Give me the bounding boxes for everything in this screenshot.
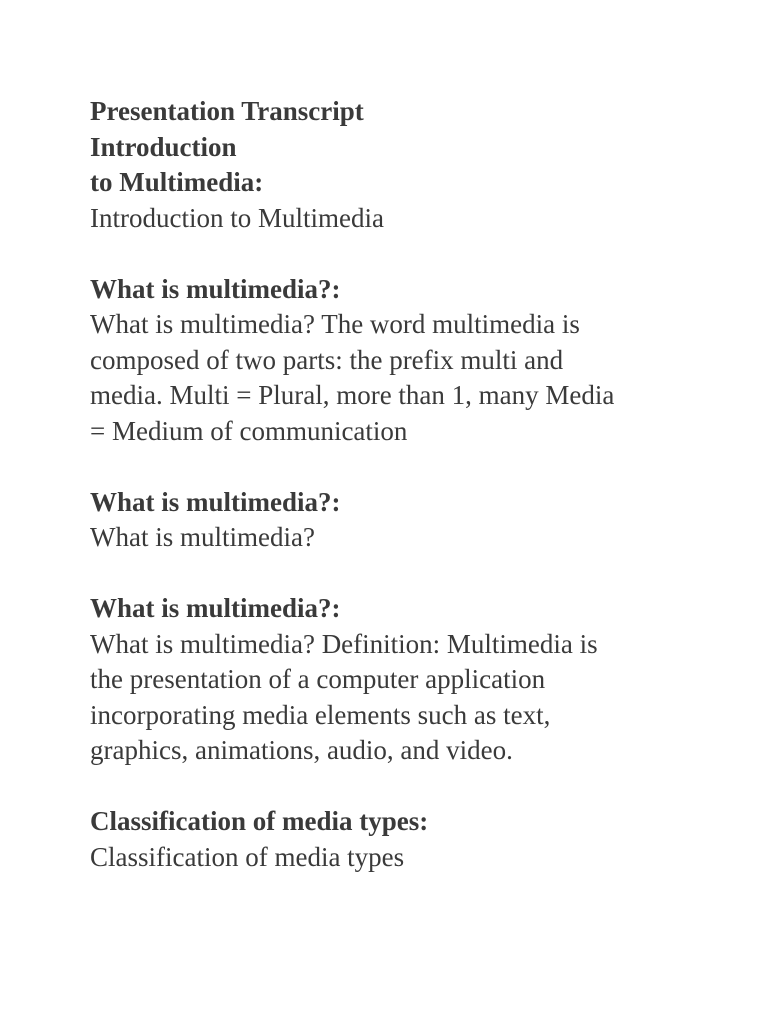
section-heading: What is multimedia?: [90, 273, 341, 304]
spacer [90, 556, 730, 592]
section-body-line: Classification of media types [90, 841, 405, 872]
section-body-line: media. Multi = Plural, more than 1, many Media [90, 380, 615, 410]
section-body-line: What is multimedia? The word multimedia is [90, 309, 580, 339]
spacer [90, 769, 730, 805]
section-classification [90, 804, 730, 875]
spacer [90, 236, 730, 272]
section-body-line: What is multimedia? Definition: Multimedia is [90, 628, 598, 659]
section-body-line: What is multimedia? [90, 522, 315, 552]
transcript-page [90, 94, 730, 875]
section-body-line: the presentation of a computer application [90, 664, 546, 694]
section-what-is-multimedia-3 [90, 591, 730, 769]
section-heading: What is multimedia?: [90, 593, 341, 623]
section-what-is-multimedia-1 [90, 272, 730, 450]
section-body-line: incorporating media elements such as text, [90, 699, 551, 730]
section-body-line: composed of two parts: the prefix multi and [90, 344, 564, 375]
title-line: to Multimedia: [90, 167, 264, 197]
section-heading: What is multimedia?: [90, 486, 341, 517]
section-heading: Classification of media types: [90, 806, 429, 836]
section-body-line: graphics, animations, audio, and video. [90, 735, 513, 765]
title-line: Presentation Transcript [90, 96, 364, 126]
section-body-line: = Medium of communication [90, 415, 408, 446]
section-what-is-multimedia-2 [90, 485, 730, 556]
intro-body: Introduction to Multimedia [90, 202, 384, 233]
transcript-title [90, 94, 730, 201]
title-line: Introduction [90, 131, 237, 162]
spacer [90, 449, 730, 485]
